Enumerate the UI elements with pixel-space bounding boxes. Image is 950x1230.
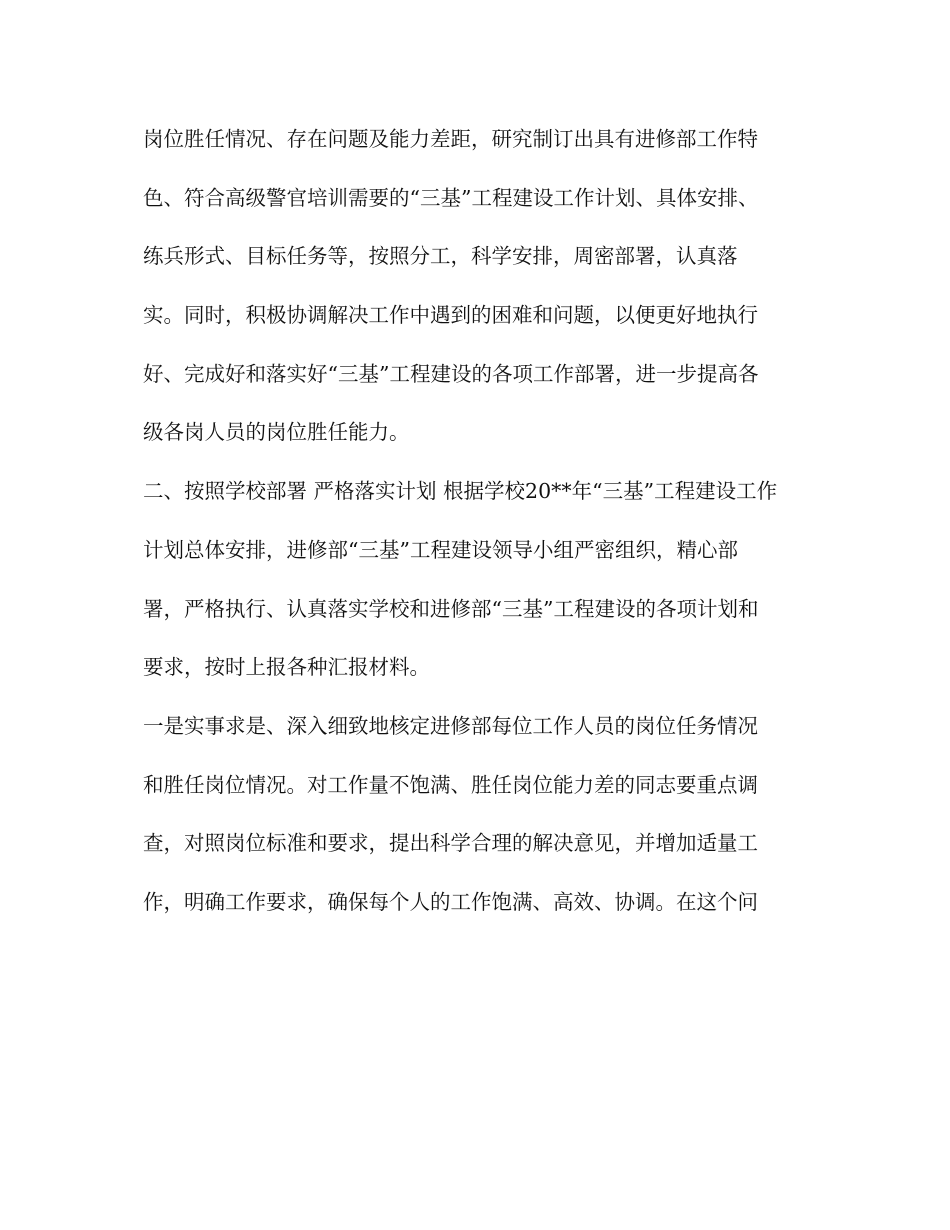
text-line: 要求，按时上报各种汇报材料。 bbox=[143, 655, 430, 680]
text-line: 实。同时，积极协调解决工作中遇到的困难和问题，以便更好地执行 bbox=[143, 303, 758, 328]
document-body bbox=[143, 117, 813, 939]
text-line: 查，对照岗位标准和要求，提出科学合理的解决意见，并增加适量工 bbox=[143, 831, 758, 856]
text-line: 色、符合高级警官培训需要的“三基”工程建设工作计划、具体安排、 bbox=[143, 185, 759, 210]
text-line: 一是实事求是、深入细致地核定进修部每位工作人员的岗位任务情况 bbox=[143, 713, 758, 738]
text-line: 和胜任岗位情况。对工作量不饱满、胜任岗位能力差的同志要重点调 bbox=[143, 772, 758, 797]
text-line: 级各岗人员的岗位胜任能力。 bbox=[143, 420, 410, 445]
text-line: 作，明确工作要求，确保每个人的工作饱满、高效、协调。在这个问 bbox=[143, 889, 758, 914]
text-line: 练兵形式、目标任务等，按照分工，科学安排，周密部署，认真落 bbox=[143, 244, 738, 269]
text-line: 计划总体安排，进修部“三基”工程建设领导小组严密组织，精心部 bbox=[143, 537, 738, 562]
text-line: 岗位胜任情况、存在问题及能力差距，研究制订出具有进修部工作特 bbox=[143, 127, 758, 151]
text-line: 好、完成好和落实好“三基”工程建设的各项工作部署，进一步提高各 bbox=[143, 361, 759, 386]
section-heading-line: 二、按照学校部署 严格落实计划 根据学校20**年“三基”工程建设工作 bbox=[143, 479, 778, 504]
text-line: 署，严格执行、认真落实学校和进修部“三基”工程建设的各项计划和 bbox=[143, 596, 759, 621]
